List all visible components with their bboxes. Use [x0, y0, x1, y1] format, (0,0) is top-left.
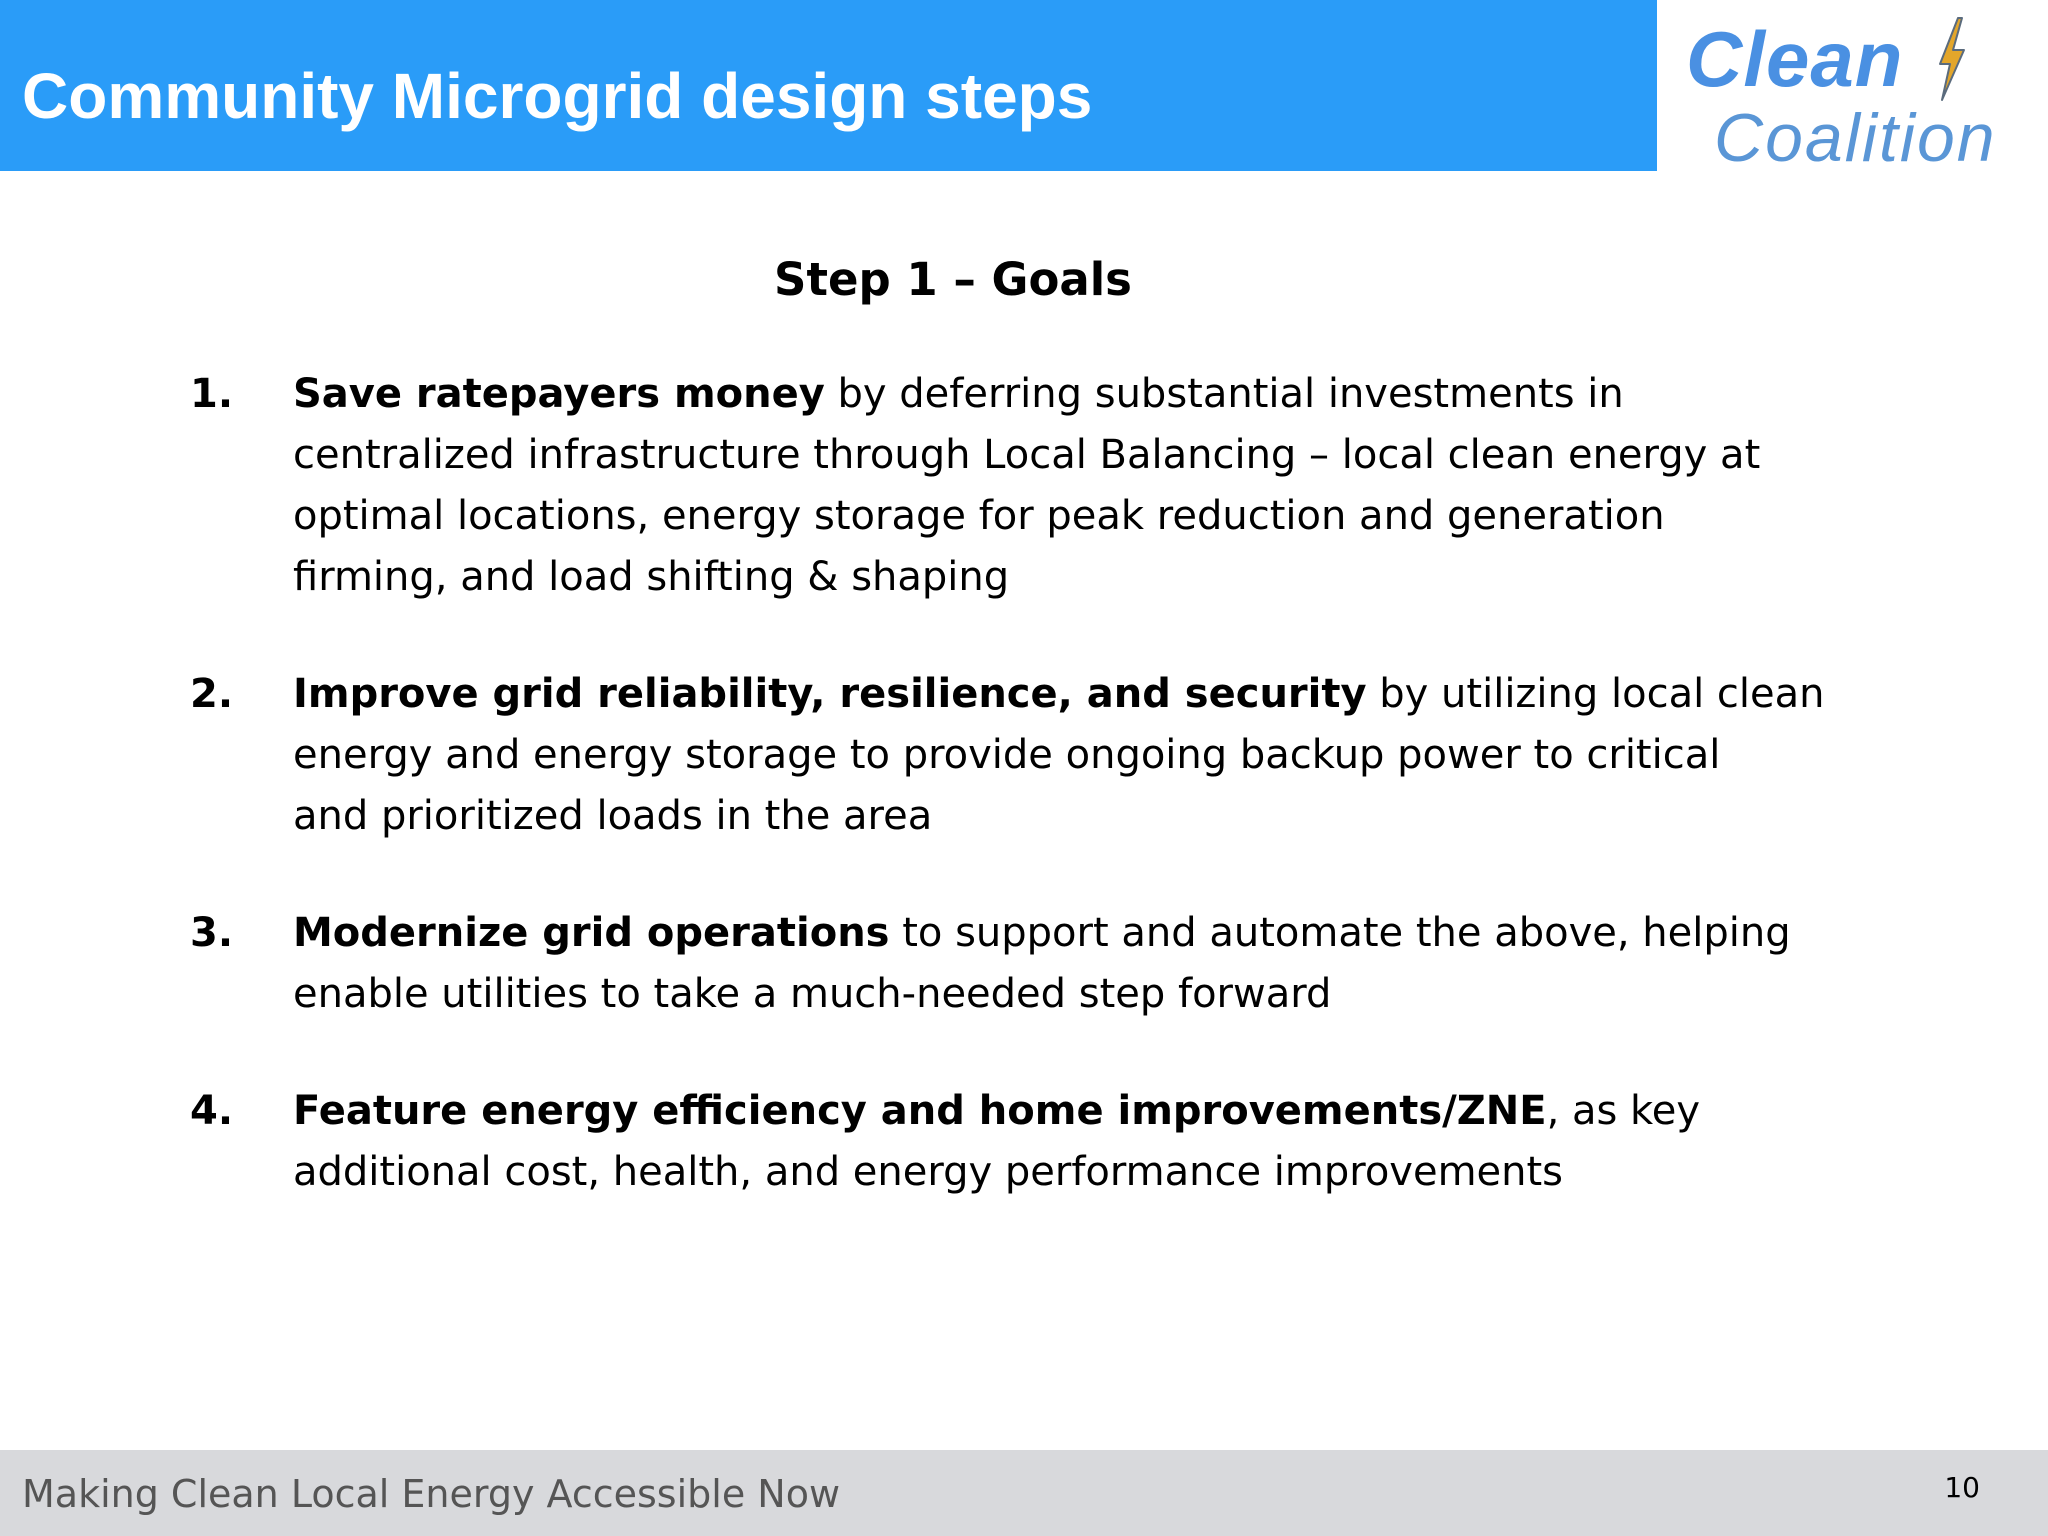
goal-text: , as key — [1546, 1088, 1701, 1134]
clean-coalition-logo — [1680, 6, 2036, 176]
goal-bold-text: Save ratepayers money — [293, 371, 825, 417]
goal-bold-text: Improve grid reliability, resilience, and security — [293, 671, 1367, 717]
lightning-bolt-icon — [1930, 14, 1970, 104]
header-band — [0, 0, 1657, 171]
goal-number: 3. — [190, 910, 234, 956]
goal-number: 2. — [190, 671, 234, 717]
goal-item-2 — [190, 664, 1825, 847]
goals-list — [190, 364, 1825, 1203]
goal-line — [293, 364, 1790, 425]
page-number: 10 — [1944, 1471, 1980, 1504]
slide-title: Community Microgrid design steps — [22, 60, 1093, 132]
goal-line: additional cost, health, and energy performance improvements — [293, 1149, 1564, 1195]
goal-item-1 — [190, 364, 1790, 608]
goal-line — [293, 1081, 1790, 1142]
goal-text: by utilizing local clean — [1366, 671, 1825, 717]
goal-number: 1. — [190, 371, 234, 417]
logo-wordmark-clean: Clean — [1686, 15, 1904, 103]
footer-tagline: Making Clean Local Energy Accessible Now — [22, 1472, 841, 1516]
logo-wordmark-coalition: Coalition — [1714, 100, 1997, 176]
goal-line: and prioritized loads in the area — [293, 793, 933, 839]
goal-line: optimal locations, energy storage for peak reduction and generation — [293, 493, 1665, 539]
goal-line — [293, 903, 1790, 964]
goal-bold-text: Feature energy efficiency and home improvements/ZNE — [293, 1088, 1547, 1134]
goal-line: energy and energy storage to provide ongoing backup power to critical — [293, 732, 1721, 778]
goal-item-4 — [190, 1081, 1790, 1203]
goal-line: enable utilities to take a much-needed step forward — [293, 971, 1332, 1017]
goal-line: firming, and load shifting & shaping — [293, 554, 1010, 600]
goal-text: to support and automate the above, helping — [889, 910, 1791, 956]
goal-number: 4. — [190, 1088, 234, 1134]
goal-line — [293, 664, 1825, 725]
goal-bold-text: Modernize grid operations — [293, 910, 890, 956]
goal-line: centralized infrastructure through Local Balancing – local clean energy at — [293, 432, 1761, 478]
step-heading: Step 1 – Goals — [774, 253, 1132, 306]
goal-item-3 — [190, 903, 1790, 1025]
goal-text: by deferring substantial investments in — [824, 371, 1624, 417]
